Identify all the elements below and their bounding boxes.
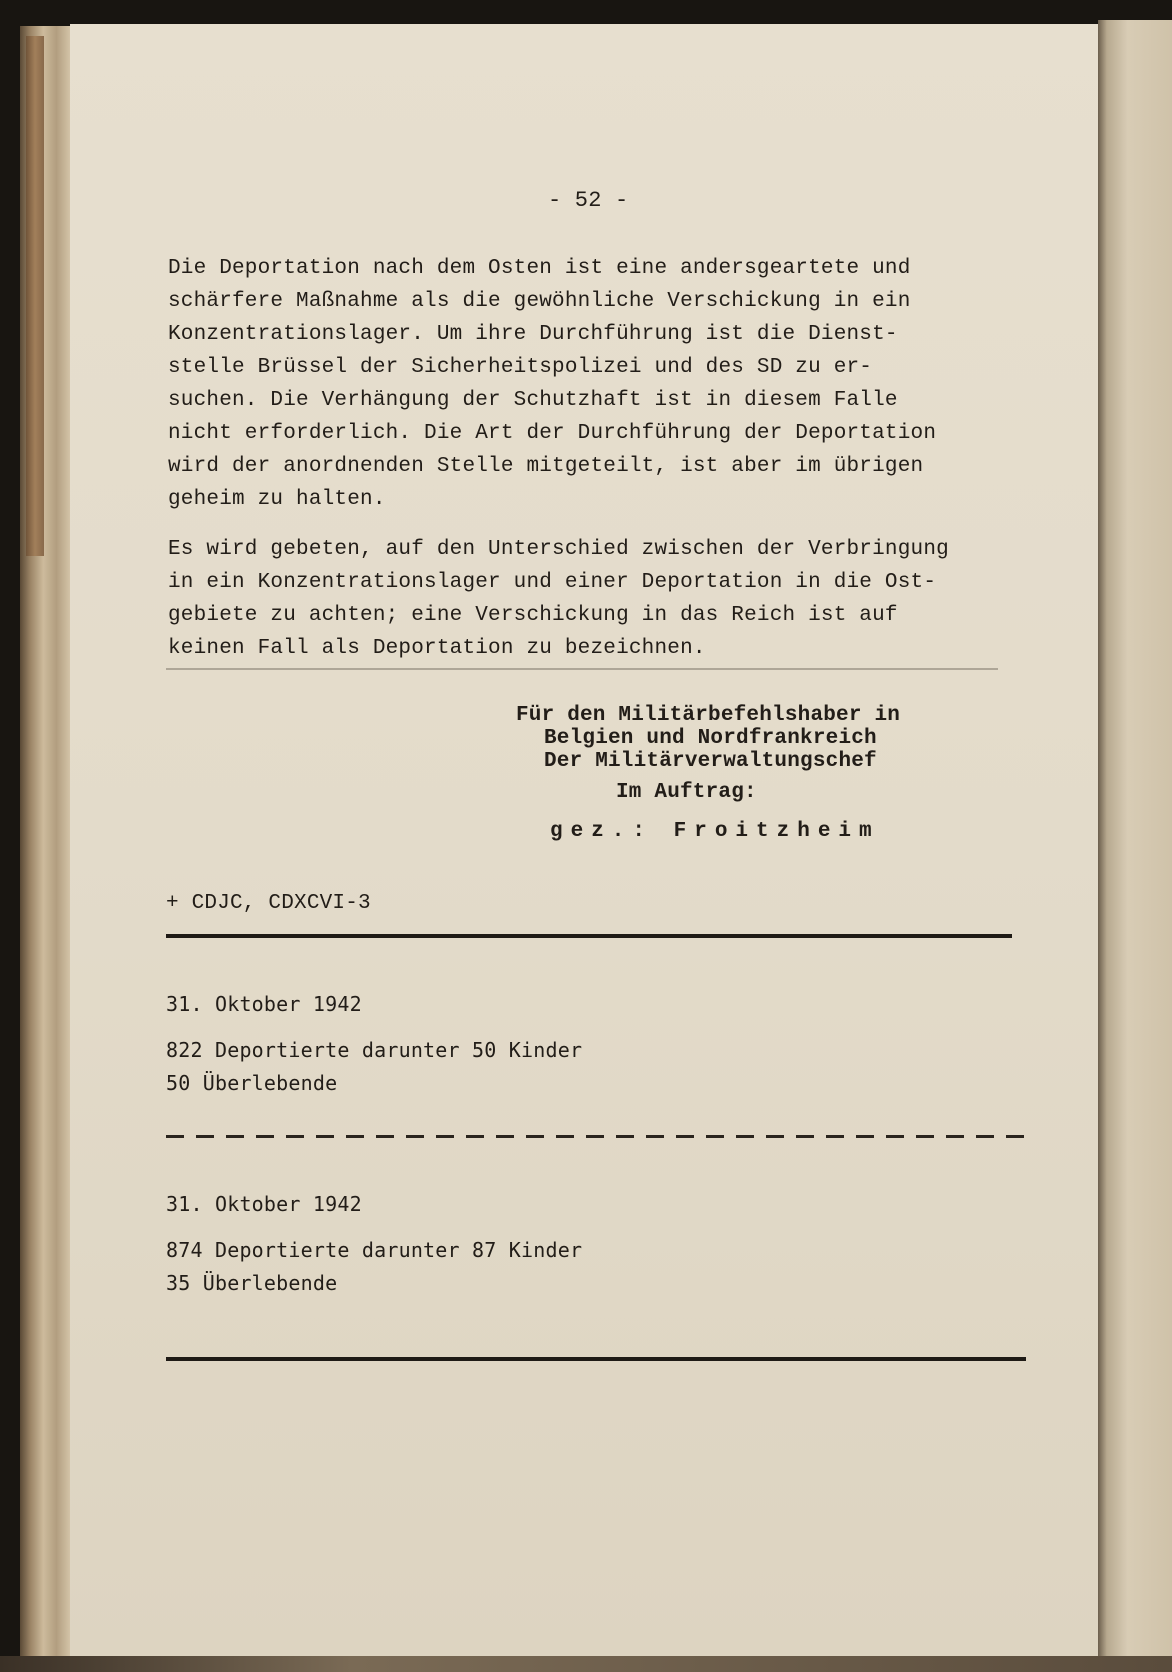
paragraph-distinction <box>168 533 949 665</box>
section-divider <box>166 934 1012 938</box>
paragraph-line: stelle Brüssel der Sicherheitspolizei und des SD zu er- <box>168 356 873 379</box>
paragraph-deportation <box>168 252 936 516</box>
signature-line: Belgien und Nordfrankreich <box>544 727 877 750</box>
end-divider <box>166 1357 1026 1361</box>
signature-name: gez.: Froitzheim <box>550 820 880 843</box>
paragraph-line: suchen. Die Verhängung der Schutzhaft ist in diesem Falle <box>168 389 898 412</box>
paragraph-line: nicht erforderlich. Die Art der Durchführung der Deportation <box>168 422 937 445</box>
transport-entry <box>166 988 582 1100</box>
paragraph-line: schärfere Maßnahme als die gewöhnliche Verschickung in ein <box>168 290 911 313</box>
paragraph-line: gebiete zu achten; eine Verschickung in das Reich ist auf <box>168 604 898 627</box>
signature-line: Der Militärverwaltungschef <box>544 750 877 773</box>
paragraph-line: wird der anordnenden Stelle mitgeteilt, ist aber im übrigen <box>168 455 924 478</box>
paragraph-line: Konzentrationslager. Um ihre Durchführung ist die Dienst- <box>168 323 898 346</box>
transport-entry <box>166 1188 582 1300</box>
transport-date: 31. Oktober 1942 <box>166 992 362 1016</box>
facing-page-edge <box>1098 20 1172 1660</box>
faint-divider <box>166 668 998 670</box>
paragraph-line: Die Deportation nach dem Osten ist eine andersgeartete und <box>168 257 911 280</box>
paragraph-line: geheim zu halten. <box>168 488 386 511</box>
book-page-edges <box>20 26 72 1656</box>
book-bottom-edge <box>0 1656 1172 1672</box>
survivor-count: 35 Überlebende <box>166 1271 338 1295</box>
page-number: - 52 - <box>548 188 629 213</box>
dashed-divider <box>166 1135 1026 1138</box>
signature-line: Für den Militärbefehlshaber in <box>516 704 901 727</box>
deported-count: 822 Deportierte darunter 50 Kinder <box>166 1038 583 1062</box>
transport-date: 31. Oktober 1942 <box>166 1192 362 1216</box>
deported-count: 874 Deportierte darunter 87 Kinder <box>166 1238 583 1262</box>
signature-block <box>516 704 900 843</box>
paragraph-line: in ein Konzentrationslager und einer Deportation in die Ost- <box>168 571 937 594</box>
signature-line: Im Auftrag: <box>616 781 757 804</box>
survivor-count: 50 Überlebende <box>166 1071 338 1095</box>
paragraph-line: Es wird gebeten, auf den Unterschied zwischen der Verbringung <box>168 538 949 561</box>
paragraph-line: keinen Fall als Deportation zu bezeichnen. <box>168 637 706 660</box>
source-reference: + CDJC, CDXCVI-3 <box>166 892 371 915</box>
